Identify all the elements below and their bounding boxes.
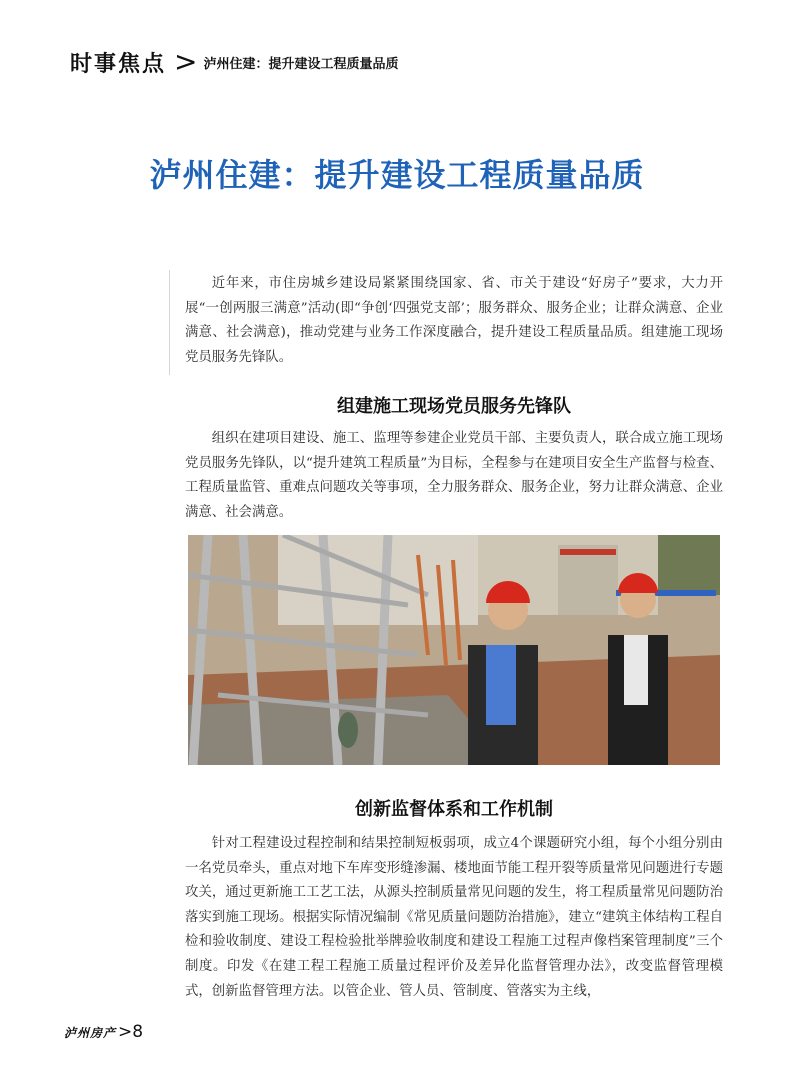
left-rule [169,270,170,375]
section-2-paragraph: 针对工程建设过程控制和结果控制短板弱项，成立4个课题研究小组，每个小组分别由一名党员牵头，重点对地下车库变形缝渗漏、楼地面节能工程开裂等质量常见问题进行专题攻关，通过更新施工工艺工法，从源头控制质量常见问题的发生，将工程质量常见问题防治落实到施工现场。根据实际情况编制《常见质量问题防治措施》，建立“建筑主体结构工程自检和验收制度、建设工程检验批举牌验收制度和建设工程施工过程声像档案管理制度”三个制度。印发《在建工程工程施工质量过程评价及差异化监督管理办法》，改变监督管理模式，创新监督管理方法。以管企业、管人员、管制度、管落实为主线， [185,836,723,999]
publication-name: 泸州房产 [64,1025,117,1040]
section-heading-1: 组建施工现场党员服务先锋队 [337,396,571,417]
section-1-body [185,427,723,525]
header-article-title: 泸州住建：提升建设工程质量品质 [203,56,399,72]
chevron-right-icon: > [174,45,198,78]
construction-site-photo [188,535,720,765]
page-header [70,42,399,82]
page-number: >8 [118,1022,144,1042]
photo-illustration [188,535,720,765]
section-heading-2: 创新监督体系和工作机制 [355,799,553,820]
section-1-paragraph: 组织在建项目建设、施工、监理等参建企业党员干部、主要负责人，联合成立施工现场党员服务先锋队，以“提升建筑工程质量”为目标，全程参与在建项目安全生产监督与检查、工程质量监管、重难点问题攻关等事项，全力服务群众、服务企业，努力让群众满意、企业满意、社会满意。 [185,431,723,520]
intro-paragraph: 近年来，市住房城乡建设局紧紧围绕国家、省、市关于建设“好房子”要求，大力开展“一创两服三满意”活动(即“争创‘四强党支部’；服务群众、服务企业；让群众满意、企业满意、社会满意)，推动党建与业务工作深度融合，提升建设工程质量品质。组建施工现场党员服务先锋队。 [185,276,723,365]
page-footer [64,1022,143,1042]
section-name: 时事焦点 [70,51,167,77]
section-2-body [185,832,723,1004]
article-title: 泸州住建：提升建设工程质量品质 [149,156,645,194]
intro-block [185,272,723,370]
